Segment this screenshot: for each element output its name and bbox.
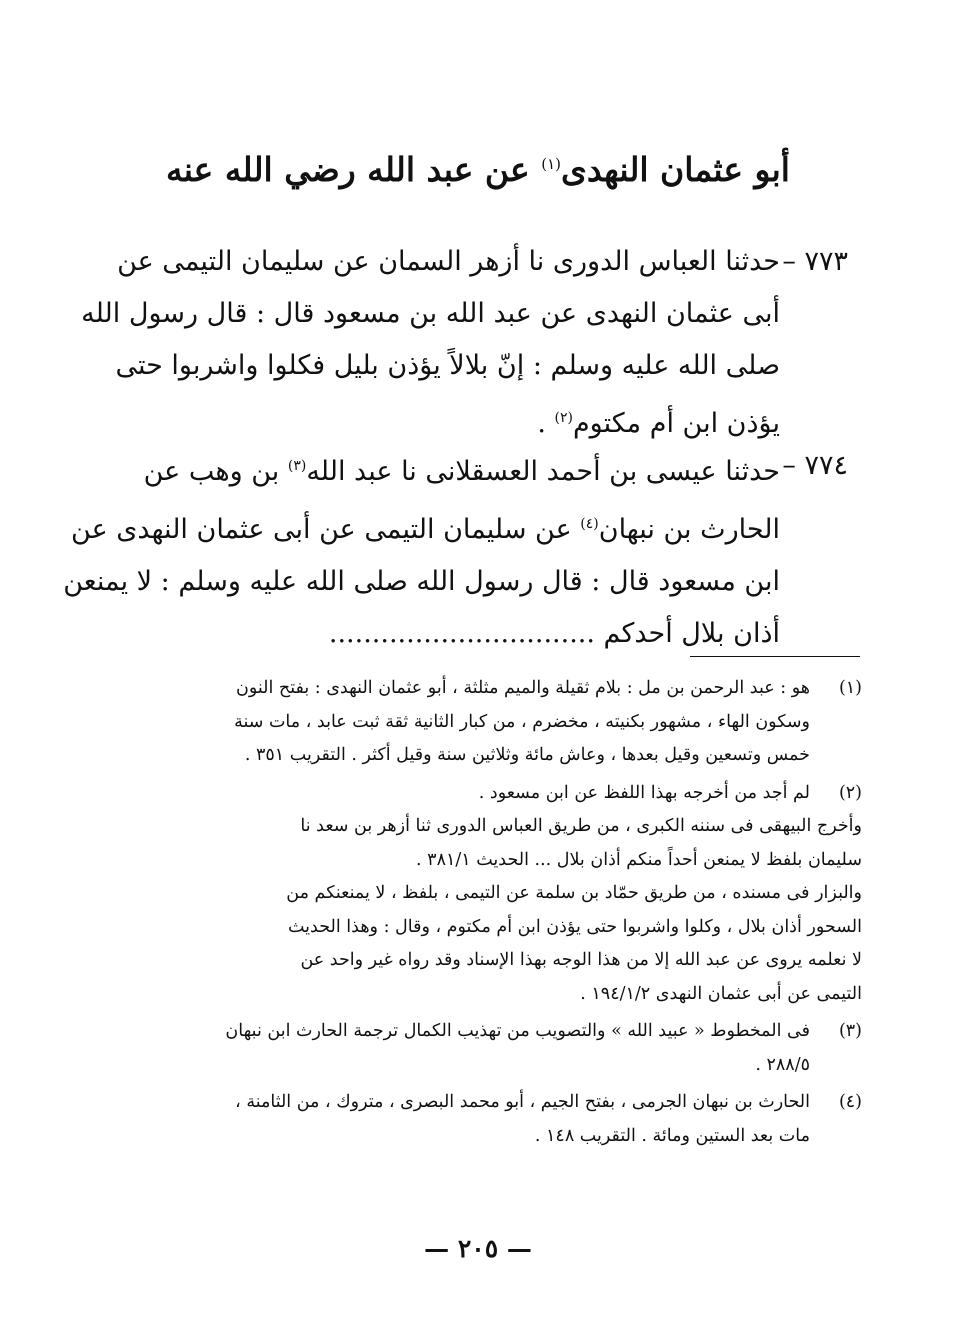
text-line: أبى عثمان النهدى عن عبد الله بن مسعود قال : قال رسول الله — [81, 298, 780, 329]
text-line — [143, 440, 780, 498]
text-line: هو : عبد الرحمن بن مل : بلام ثقيلة والميم مثلثة ، أبو عثمان النهدى : بفتح النون — [235, 678, 810, 698]
text-line: صلى الله عليه وسلم : إنّ بلالاً يؤذن بليل فكلوا واشربوا حتى — [115, 350, 780, 381]
title-text: أبو عثمان النهدى — [561, 150, 790, 189]
footnote-3 — [162, 1015, 862, 1082]
text-segment: عن سليمان التيمى عن أبى عثمان النهدى عن — [71, 514, 581, 545]
footnote-text — [162, 1086, 810, 1153]
text-segment: الحارث بن نبهان — [598, 514, 780, 545]
footnote-number: (٣) — [838, 1021, 862, 1041]
hadith-number: ٧٧٤ – — [782, 450, 848, 481]
text-line — [172, 608, 780, 660]
text-line: سليمان بلفظ لا يمنعن أحداً منكم أذان بلال ... الحديث ٣٨١/١ . — [416, 849, 862, 870]
footnote-4 — [162, 1086, 862, 1153]
text-line: والبزار فى مسنده ، من طريق حمّاد بن سلمة عن التيمى ، بلفظ ، لا يمنعنكم من — [286, 883, 862, 903]
footnote-1 — [162, 672, 862, 773]
footnote-number: (٢) — [838, 782, 862, 803]
text-line: وأخرج البيهقى فى سننه الكبرى ، من طريق العباس الدورى ثنا أزهر بن سعد نا — [300, 816, 862, 836]
footnote-marker: (١) — [541, 155, 562, 173]
text-line: السحور أذان بلال ، وكلوا واشربوا حتى يؤذن ابن أم مكتوم ، وقال : وهذا الحديث — [287, 916, 862, 937]
hadith-number: ٧٧٣ – — [782, 246, 848, 277]
text-line: حدثنا العباس الدورى نا أزهر السمان عن سليمان التيمى عن — [117, 246, 780, 277]
text-segment: بن وهب عن — [143, 456, 288, 487]
text-line: التيمى عن أبى عثمان النهدى ١٩٤/١/٢ . — [580, 983, 862, 1004]
continuation-dots: ............................... — [328, 618, 595, 649]
footnote-number: (٤) — [838, 1092, 862, 1112]
footnote-text — [162, 672, 810, 773]
text-line: مات بعد الستين ومائة . التقريب ١٤٨ . — [534, 1125, 810, 1146]
footnote-marker: (٤) — [580, 516, 599, 532]
footnote-separator — [690, 656, 860, 657]
title-text: عن عبد الله رضي الله عنه — [166, 150, 542, 189]
text-segment: يؤذن ابن أم مكتوم — [572, 408, 780, 439]
footnote-number: (١) — [838, 678, 862, 698]
footnote-2 — [162, 777, 862, 1012]
text-line: فى المخطوط « عبيد الله » والتصويب من تهذيب الكمال ترجمة الحارث ابن نبهان — [225, 1021, 810, 1041]
text-line: ابن مسعود قال : قال رسول الله صلى الله عليه وسلم : لا يمنعن — [63, 566, 780, 597]
hadith-text — [81, 236, 780, 450]
hadith-774 — [63, 440, 848, 660]
text-segment: حدثنا عيسى بن أحمد العسقلانى نا عبد الله — [306, 456, 780, 487]
chapter-title — [150, 138, 806, 196]
text-line: ٢٨٨/٥ . — [755, 1054, 810, 1075]
text-line — [71, 498, 780, 556]
footnote-marker: (٣) — [287, 458, 307, 474]
footnote-text — [162, 1015, 810, 1082]
text-segment: . — [537, 408, 555, 439]
footnotes — [162, 672, 862, 1157]
text-line: وسكون الهاء ، مشهور بكنيته ، مخضرم ، من كبار الثانية ثقة ثبت عابد ، مات سنة — [234, 711, 810, 732]
hadith-text — [63, 440, 780, 660]
text-line: خمس وتسعين وقيل بعدها ، وعاش مائة وثلاثين سنة وقيل أكثر . التقريب ٣٥١ . — [244, 745, 810, 765]
text-line: لم أجد من أخرجه بهذا اللفظ عن ابن مسعود . — [478, 782, 810, 803]
hadith-773 — [81, 236, 848, 450]
text-line: الحارث بن نبهان الجرمى ، بفتح الجيم ، أبو محمد البصرى ، متروك ، من الثامنة ، — [235, 1092, 810, 1112]
footnote-marker: (٢) — [554, 410, 573, 426]
text-segment: أذان بلال أحدكم — [594, 618, 780, 649]
page-number: — ٢٠٥ — — [424, 1234, 532, 1263]
footnote-text — [162, 777, 862, 1012]
text-line: لا نعلمه يروى عن عبد الله إلا من هذا الوجه بهذا الإسناد وقد رواه غير واحد عن — [300, 950, 862, 970]
